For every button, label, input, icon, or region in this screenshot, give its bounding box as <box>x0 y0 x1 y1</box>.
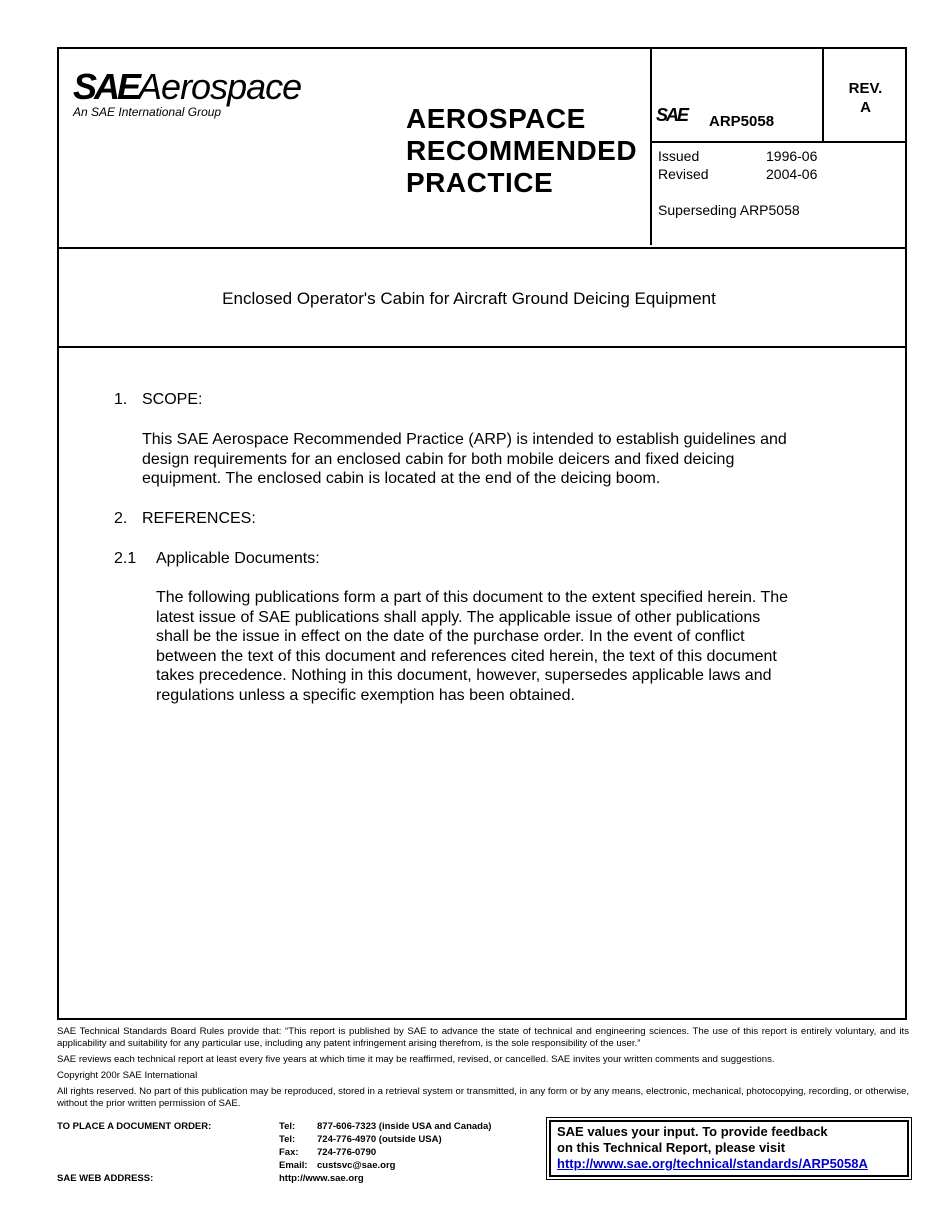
text-line: regulations unless a specific exemption has been obtained. <box>156 686 575 704</box>
footer-notes <box>57 1026 909 1114</box>
feedback-box <box>546 1117 912 1180</box>
email-address: custsvc@sae.org <box>317 1160 396 1171</box>
revised-label: Revised <box>658 166 709 182</box>
revised-date: 2004-06 <box>766 166 818 182</box>
document-frame <box>57 47 907 1020</box>
header-row <box>59 49 905 249</box>
text-line: between the text of this document and references cited herein, the text of this document <box>156 647 777 665</box>
doc-number: ARP5058 <box>709 113 775 130</box>
section-title: SCOPE: <box>142 391 203 408</box>
feedback-line: SAE values your input. To provide feedback <box>557 1124 828 1139</box>
text-line: The following publications form a part of this document to the extent specified herein. The <box>156 589 789 606</box>
section-number: 2. <box>114 510 128 527</box>
applicable-paragraph <box>156 588 788 705</box>
copyright: Copyright 200r SAE International <box>57 1070 198 1081</box>
section-number: 2.1 <box>114 550 137 567</box>
logo-brand: SAE <box>73 66 139 107</box>
text-line: design requirements for an enclosed cabin for both mobile deicers and fixed deicing <box>142 450 735 468</box>
sae-mark: SAE <box>656 105 688 125</box>
superseding: Superseding ARP5058 <box>658 202 800 218</box>
title-row <box>59 247 905 348</box>
text-line: takes precedence. Nothing in this document, however, supersedes applicable laws and <box>156 667 772 684</box>
doc-type-line: PRACTICE <box>406 167 554 198</box>
issued-label: Issued <box>658 148 700 164</box>
sae-aerospace-logo <box>73 66 302 119</box>
rights-note: All rights reserved. No part of this publication may be reproduced, stored in a retrieval system or transmitted, in any form or by any means, electronic, mechanical, photocopying, recording, or otherwise, without the prior written permission of SAE. <box>57 1086 909 1109</box>
email-label: Email: <box>279 1160 308 1171</box>
document-type <box>406 103 637 199</box>
order-label: TO PLACE A DOCUMENT ORDER: <box>57 1121 212 1132</box>
text-line: This SAE Aerospace Recommended Practice (ARP) is intended to establish guidelines and <box>142 431 787 448</box>
contact-list <box>279 1120 491 1185</box>
logo-product: Aerospace <box>138 66 302 107</box>
feedback-link[interactable]: http://www.sae.org/technical/standards/ARP5058A <box>557 1156 868 1171</box>
document-number-block <box>650 49 907 245</box>
section-heading <box>114 390 202 410</box>
revision-label: REV. <box>848 80 883 97</box>
revision-value: A <box>860 99 871 116</box>
doc-type-line: RECOMMENDED <box>406 135 638 166</box>
revision-cell <box>824 49 907 143</box>
section-title: REFERENCES: <box>142 510 256 527</box>
web-label: SAE WEB ADDRESS: <box>57 1173 154 1184</box>
rules-note: SAE Technical Standards Board Rules provide that: “This report is published by SAE to advance the state of technical and engineering sciences. The use of this report is entirely voluntary, and its applicability and suitability for any particular use, including any patent infringement arising therefrom, is the sole responsibility of the user.” <box>57 1026 909 1049</box>
doc-number-cell <box>652 49 824 143</box>
feedback-line: on this Technical Report, please visit <box>557 1140 786 1155</box>
text-line: latest issue of SAE publications shall apply. The applicable issue of other publications <box>156 608 761 626</box>
document-title: Enclosed Operator's Cabin for Aircraft Ground Deicing Equipment <box>222 289 716 308</box>
web-address[interactable]: http://www.sae.org <box>279 1173 364 1184</box>
fax-label: Fax: <box>279 1147 299 1158</box>
subsection-heading <box>114 549 320 569</box>
section-heading <box>114 509 256 529</box>
logo-tagline: An SAE International Group <box>73 105 222 119</box>
issued-date: 1996-06 <box>766 148 818 164</box>
review-note: SAE reviews each technical report at least every five years at which time it may be reaffirmed, revised, or cancelled. SAE invites your written comments and suggestions. <box>57 1054 775 1065</box>
tel-number: 724-776-4970 (outside USA) <box>317 1134 442 1145</box>
fax-number: 724-776-0790 <box>317 1147 377 1158</box>
tel-number: 877-606-7323 (inside USA and Canada) <box>317 1121 492 1132</box>
text-line: equipment. The enclosed cabin is located at the end of the deicing boom. <box>142 470 661 487</box>
doc-type-line: AEROSPACE <box>406 103 586 134</box>
tel-label: Tel: <box>279 1121 296 1132</box>
scope-paragraph <box>142 430 787 489</box>
text-line: shall be the issue in effect on the date of the purchase order. In the event of conflict <box>156 628 745 645</box>
section-number: 1. <box>114 391 128 408</box>
section-title: Applicable Documents: <box>156 550 320 567</box>
tel-label: Tel: <box>279 1134 296 1145</box>
date-info <box>658 147 817 183</box>
